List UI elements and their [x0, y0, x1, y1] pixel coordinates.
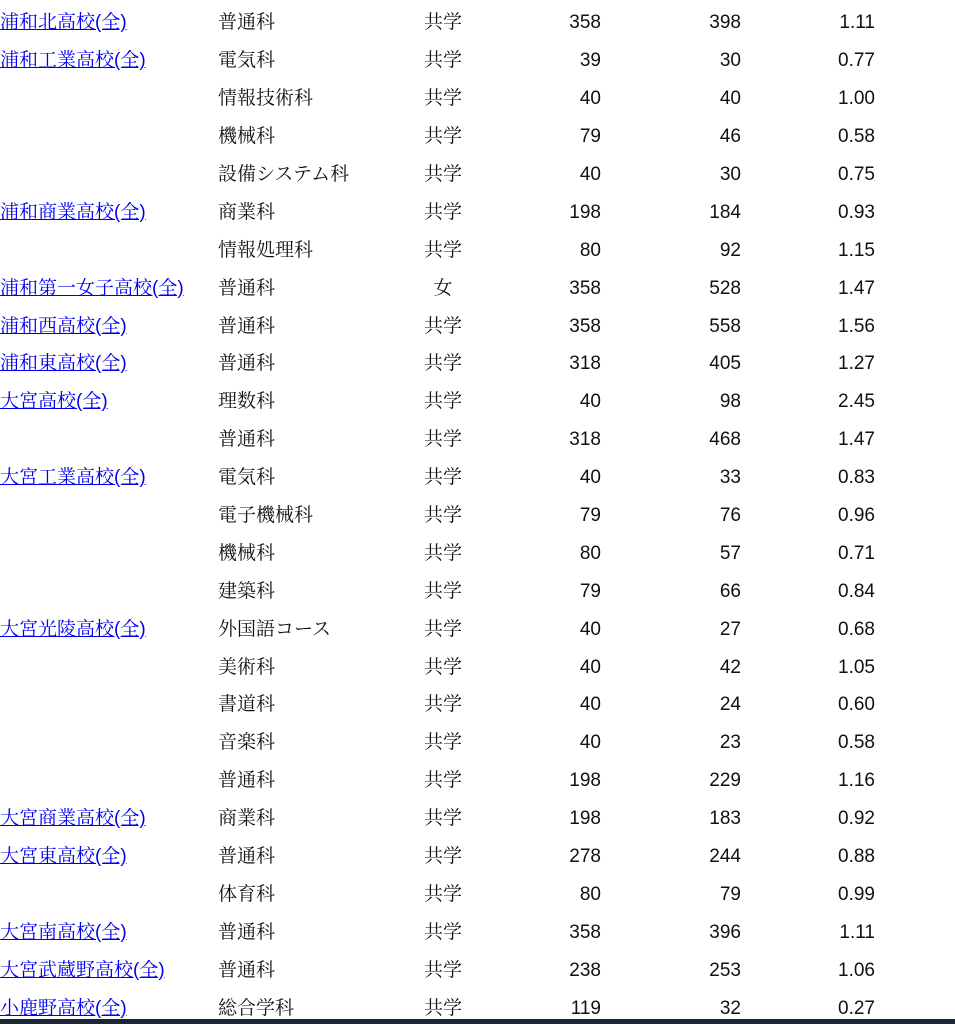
ratio-cell: 1.11: [839, 12, 875, 34]
school-cell: [0, 800, 218, 838]
applicants-cell: 32: [719, 997, 741, 1019]
capacity-cell: 358: [569, 277, 601, 299]
school-cell: [0, 838, 218, 876]
capacity-cell: 40: [579, 88, 601, 110]
applicants-cell: 183: [709, 808, 741, 830]
filler-cell: [875, 497, 955, 535]
ratio-cell: 0.68: [838, 618, 875, 640]
coed-cell: 共学: [423, 12, 462, 34]
applicants-cell: 46: [719, 126, 741, 148]
table-row: [0, 231, 955, 269]
school-cell: [0, 913, 218, 951]
school-link[interactable]: 大宮工業高校(全): [0, 467, 146, 489]
ratio-cell: 0.84: [838, 580, 875, 602]
applicants-cell: 24: [719, 694, 741, 716]
filler-cell: [875, 156, 955, 194]
department-cell: 建築科: [218, 580, 276, 602]
applicants-cell: 398: [709, 12, 741, 34]
filler-cell: [875, 762, 955, 800]
coed-cell: 共学: [423, 656, 462, 678]
coed-cell: 女: [433, 277, 453, 299]
school-link[interactable]: 小鹿野高校(全): [0, 997, 127, 1019]
coed-cell: 共学: [423, 50, 462, 72]
capacity-cell: 79: [579, 505, 601, 527]
applicants-cell: 405: [709, 353, 741, 375]
school-cell: [0, 42, 218, 80]
department-cell: 普通科: [218, 315, 276, 337]
capacity-cell: 119: [570, 997, 601, 1019]
department-cell: 商業科: [218, 201, 276, 223]
table-row: [0, 724, 955, 762]
school-cell: [0, 156, 218, 194]
school-cell: [0, 118, 218, 156]
filler-cell: [875, 307, 955, 345]
table-row: [0, 118, 955, 156]
applicants-cell: 57: [719, 542, 741, 564]
school-cell: [0, 269, 218, 307]
coed-cell: 共学: [423, 770, 462, 792]
department-cell: 情報処理科: [218, 239, 314, 261]
table-row: [0, 951, 955, 989]
ratio-cell: 0.27: [838, 997, 875, 1019]
capacity-cell: 358: [569, 315, 601, 337]
school-link[interactable]: 浦和工業高校(全): [0, 50, 146, 72]
ratio-cell: 0.88: [838, 846, 875, 868]
filler-cell: [875, 421, 955, 459]
filler-cell: [875, 118, 955, 156]
filler-cell: [875, 383, 955, 421]
capacity-cell: 40: [579, 694, 601, 716]
capacity-cell: 358: [569, 921, 601, 943]
applicants-cell: 76: [719, 505, 741, 527]
ratio-cell: 2.45: [838, 391, 875, 413]
coed-cell: 共学: [423, 126, 462, 148]
ratio-cell: 0.99: [838, 883, 875, 905]
capacity-cell: 79: [579, 580, 601, 602]
filler-cell: [875, 572, 955, 610]
department-cell: 体育科: [218, 883, 276, 905]
applicants-cell: 528: [709, 277, 741, 299]
school-cell: [0, 80, 218, 118]
department-cell: 書道科: [218, 694, 276, 716]
coed-cell: 共学: [423, 921, 462, 943]
school-cell: [0, 459, 218, 497]
ratio-cell: 1.47: [838, 277, 875, 299]
school-cell: [0, 724, 218, 762]
school-cell: [0, 345, 218, 383]
department-cell: 普通科: [218, 429, 276, 451]
ratio-cell: 1.47: [838, 429, 875, 451]
filler-cell: [875, 534, 955, 572]
coed-cell: 共学: [423, 883, 462, 905]
school-cell: [0, 572, 218, 610]
filler-cell: [875, 913, 955, 951]
coed-cell: 共学: [423, 732, 462, 754]
department-cell: 音楽科: [218, 732, 276, 754]
table-row: [0, 838, 955, 876]
filler-cell: [875, 724, 955, 762]
department-cell: 外国語コース: [218, 618, 332, 640]
table-row: [0, 648, 955, 686]
applicants-cell: 79: [719, 883, 741, 905]
school-cell: [0, 686, 218, 724]
school-link[interactable]: 浦和商業高校(全): [0, 201, 146, 223]
filler-cell: [875, 42, 955, 80]
coed-cell: 共学: [423, 88, 462, 110]
applicants-cell: 468: [709, 429, 741, 451]
filler-cell: [875, 800, 955, 838]
coed-cell: 共学: [423, 164, 462, 185]
school-cell: [0, 610, 218, 648]
applicants-cell: 66: [719, 580, 741, 602]
coed-cell: 共学: [423, 353, 462, 375]
filler-cell: [875, 345, 955, 383]
school-cell: [0, 4, 218, 42]
school-link[interactable]: 浦和西高校(全): [0, 315, 127, 337]
ratio-cell: 0.92: [838, 808, 875, 830]
filler-cell: [875, 648, 955, 686]
coed-cell: 共学: [423, 239, 462, 261]
ratio-cell: 0.75: [838, 164, 875, 185]
school-cell: [0, 421, 218, 459]
coed-cell: 共学: [423, 429, 462, 451]
applicants-cell: 40: [719, 88, 741, 110]
school-link[interactable]: 浦和第一女子高校(全): [0, 277, 184, 299]
applicants-cell: 42: [719, 656, 741, 678]
capacity-cell: 80: [579, 542, 601, 564]
filler-cell: [875, 686, 955, 724]
applicants-cell: 92: [719, 239, 741, 261]
department-cell: 機械科: [218, 126, 276, 148]
school-cell: [0, 951, 218, 989]
table-row: [0, 4, 955, 42]
ratio-cell: 1.15: [838, 239, 875, 261]
table-row: [0, 875, 955, 913]
department-cell: 情報技術科: [218, 88, 314, 110]
ratio-cell: 0.93: [838, 201, 875, 223]
table-row: [0, 497, 955, 535]
applicants-cell: 98: [719, 391, 741, 413]
coed-cell: 共学: [423, 542, 462, 564]
coed-cell: 共学: [423, 391, 462, 413]
capacity-cell: 79: [579, 126, 601, 148]
filler-cell: [875, 951, 955, 989]
department-cell: 理数科: [218, 391, 276, 413]
capacity-cell: 198: [569, 808, 601, 830]
capacity-cell: 318: [569, 429, 601, 451]
table-row: [0, 80, 955, 118]
filler-cell: [875, 231, 955, 269]
ratio-cell: 1.11: [839, 921, 875, 943]
table-row: [0, 42, 955, 80]
table-row: [0, 269, 955, 307]
table-row: [0, 800, 955, 838]
ratio-cell: 0.58: [838, 126, 875, 148]
table-row: [0, 156, 955, 194]
department-cell: 電気科: [218, 467, 276, 489]
school-cell: [0, 497, 218, 535]
ratio-cell: 1.56: [838, 315, 875, 337]
applicants-cell: 396: [709, 921, 741, 943]
coed-cell: 共学: [423, 694, 462, 716]
capacity-cell: 358: [569, 12, 601, 34]
school-cell: [0, 193, 218, 231]
filler-cell: [875, 269, 955, 307]
school-cell: [0, 875, 218, 913]
coed-cell: 共学: [423, 505, 462, 527]
department-cell: 普通科: [218, 959, 276, 981]
capacity-cell: 80: [579, 239, 601, 261]
ratio-cell: 1.05: [838, 656, 875, 678]
school-link[interactable]: 大宮武蔵野高校(全): [0, 959, 165, 981]
school-link[interactable]: 大宮商業高校(全): [0, 808, 146, 830]
department-cell: 普通科: [218, 770, 276, 792]
table-row: [0, 610, 955, 648]
department-cell: 普通科: [218, 921, 276, 943]
capacity-cell: 40: [579, 656, 601, 678]
ratio-cell: 0.58: [838, 732, 875, 754]
filler-cell: [875, 80, 955, 118]
filler-cell: [875, 4, 955, 42]
school-cell: [0, 383, 218, 421]
capacity-cell: 238: [569, 959, 601, 981]
ratio-cell: 0.96: [838, 505, 875, 527]
coed-cell: 共学: [423, 201, 462, 223]
ratio-cell: 0.77: [838, 50, 875, 72]
table-row: [0, 913, 955, 951]
coed-cell: 共学: [423, 846, 462, 868]
ratio-cell: 1.16: [838, 770, 875, 792]
capacity-cell: 40: [579, 467, 601, 489]
coed-cell: 共学: [423, 315, 462, 337]
table-row: [0, 193, 955, 231]
school-link[interactable]: 大宮高校(全): [0, 391, 108, 413]
department-cell: 商業科: [218, 808, 276, 830]
school-cell: [0, 762, 218, 800]
capacity-cell: 40: [579, 618, 601, 640]
filler-cell: [875, 193, 955, 231]
ratio-cell: 1.00: [838, 88, 875, 110]
ratio-cell: 0.60: [838, 694, 875, 716]
table-row: [0, 572, 955, 610]
table-row: [0, 762, 955, 800]
department-cell: 普通科: [218, 12, 276, 34]
bottom-border-line: [0, 1019, 955, 1024]
capacity-cell: 198: [569, 201, 601, 223]
table-row: [0, 307, 955, 345]
department-cell: 機械科: [218, 542, 276, 564]
table-row: [0, 345, 955, 383]
applicants-cell: 27: [719, 618, 741, 640]
applicants-cell: 244: [709, 846, 741, 868]
table-body: [0, 4, 955, 1024]
ratio-cell: 1.06: [838, 959, 875, 981]
department-cell: 電気科: [218, 50, 276, 72]
department-cell: 電子機械科: [218, 505, 314, 527]
department-cell: 総合学科: [218, 997, 295, 1019]
school-link[interactable]: 浦和北高校(全): [0, 12, 127, 34]
filler-cell: [875, 610, 955, 648]
capacity-cell: 318: [569, 353, 601, 375]
table-row: [0, 421, 955, 459]
department-cell: 美術科: [218, 656, 276, 678]
ratio-cell: 0.71: [838, 542, 875, 564]
school-link[interactable]: 大宮光陵高校(全): [0, 618, 146, 640]
applicants-cell: 23: [719, 732, 741, 754]
table-row: [0, 459, 955, 497]
capacity-cell: 40: [579, 732, 601, 754]
filler-cell: [875, 838, 955, 876]
school-admission-ratio-table: [0, 4, 955, 1024]
school-link[interactable]: 大宮東高校(全): [0, 846, 127, 868]
capacity-cell: 278: [569, 846, 601, 868]
department-cell: 普通科: [218, 846, 276, 868]
department-cell: 設備システム科: [218, 164, 350, 185]
school-cell: [0, 534, 218, 572]
applicants-cell: 184: [709, 201, 741, 223]
school-cell: [0, 307, 218, 345]
table-row: [0, 534, 955, 572]
department-cell: 普通科: [218, 277, 276, 299]
coed-cell: 共学: [423, 959, 462, 981]
capacity-cell: 198: [569, 770, 601, 792]
table-row: [0, 686, 955, 724]
ratio-cell: 1.27: [838, 353, 875, 375]
capacity-cell: 80: [579, 883, 601, 905]
ratio-cell: 0.83: [838, 467, 875, 489]
table-row: [0, 383, 955, 421]
department-cell: 普通科: [218, 353, 276, 375]
school-link[interactable]: 浦和東高校(全): [0, 353, 127, 375]
applicants-cell: 30: [719, 50, 741, 72]
filler-cell: [875, 459, 955, 497]
applicants-cell: 229: [709, 770, 741, 792]
applicants-cell: 30: [719, 164, 741, 185]
applicants-cell: 558: [709, 315, 741, 337]
coed-cell: 共学: [423, 997, 462, 1019]
applicants-cell: 33: [719, 467, 741, 489]
coed-cell: 共学: [423, 467, 462, 489]
applicants-cell: 253: [709, 959, 741, 981]
coed-cell: 共学: [423, 618, 462, 640]
school-cell: [0, 231, 218, 269]
coed-cell: 共学: [423, 808, 462, 830]
school-link[interactable]: 大宮南高校(全): [0, 921, 127, 943]
capacity-cell: 39: [579, 50, 601, 72]
filler-cell: [875, 875, 955, 913]
school-cell: [0, 648, 218, 686]
capacity-cell: 40: [579, 391, 601, 413]
coed-cell: 共学: [423, 580, 462, 602]
capacity-cell: 40: [579, 164, 601, 185]
